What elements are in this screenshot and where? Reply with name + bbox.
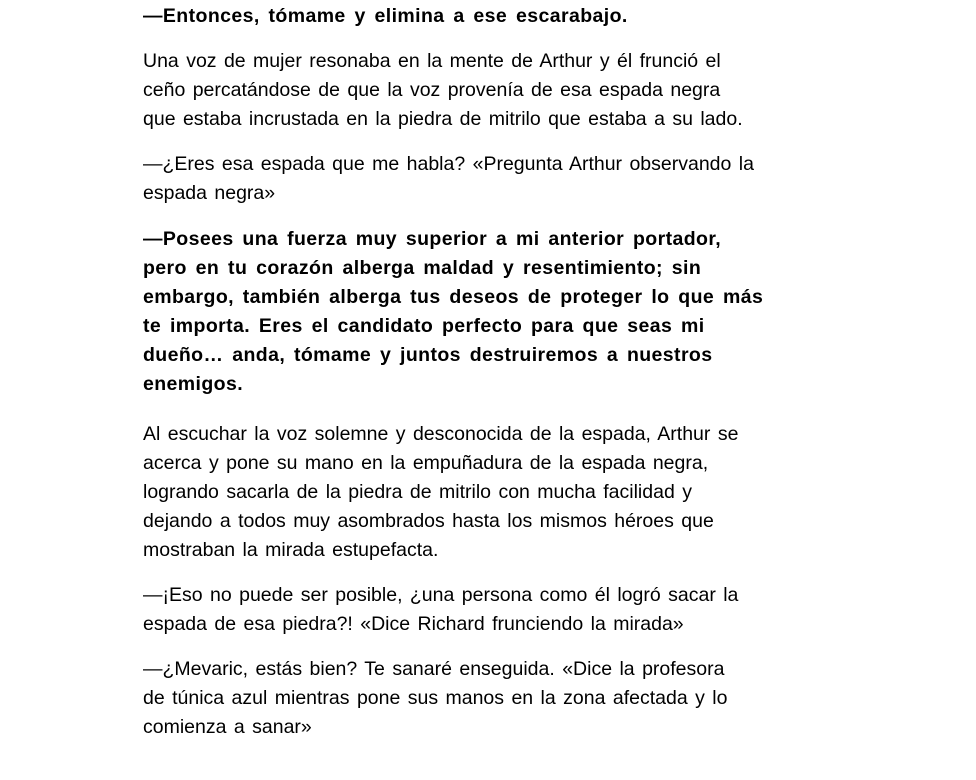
text-line: ceño percatándose de que la voz provenía de esa espada negra (143, 79, 721, 101)
text-line: de túnica azul mientras pone sus manos en la zona afectada y lo (143, 687, 728, 709)
text-line: logrando sacarla de la piedra de mitrilo con mucha facilidad y (143, 481, 692, 503)
text-line: te importa. Eres el candidato perfecto para que seas mi (143, 315, 705, 337)
text-line: dejando a todos muy asombrados hasta los mismos héroes que (143, 510, 714, 532)
paragraph-narration-1 (143, 47, 743, 134)
text-line: —¡Eso no puede ser posible, ¿una persona como él logró sacar la (143, 584, 739, 606)
text-line: —¿Eres esa espada que me habla? «Pregunta Arthur observando la (143, 153, 754, 175)
text-line: acerca y pone su mano en la empuñadura de la espada negra, (143, 452, 709, 474)
text-line: Al escuchar la voz solemne y desconocida de la espada, Arthur se (143, 423, 739, 445)
paragraph-dialogue-professor (143, 655, 727, 742)
text-line: pero en tu corazón alberga maldad y resentimiento; sin (143, 257, 702, 279)
text-line: dueño… anda, tómame y juntos destruiremos a nuestros (143, 344, 713, 366)
paragraph-narration-2 (143, 420, 738, 565)
text-line: mostraban la mirada estupefacta. (143, 539, 439, 561)
paragraph-dialogue-arthur (143, 150, 754, 208)
text-line: espada de esa piedra?! «Dice Richard frunciendo la mirada» (143, 613, 684, 635)
text-line: comienza a sanar» (143, 716, 312, 738)
paragraph-dialogue-richard (143, 581, 738, 639)
text-line: embargo, también alberga tus deseos de proteger lo que más (143, 286, 764, 308)
text-line: enemigos. (143, 373, 244, 395)
text-line: —¿Mevaric, estás bien? Te sanaré enseguida. «Dice la profesora (143, 658, 725, 680)
paragraph-dialogue-sword-2 (143, 225, 763, 399)
text-line: espada negra» (143, 182, 276, 204)
paragraph-dialogue-sword-1 (143, 2, 628, 31)
text-line: —Entonces, tómame y elimina a ese escarabajo. (143, 5, 628, 27)
text-line: Una voz de mujer resonaba en la mente de Arthur y él frunció el (143, 50, 721, 72)
text-line: que estaba incrustada en la piedra de mitrilo que estaba a su lado. (143, 108, 743, 130)
text-line: —Posees una fuerza muy superior a mi anterior portador, (143, 228, 722, 250)
